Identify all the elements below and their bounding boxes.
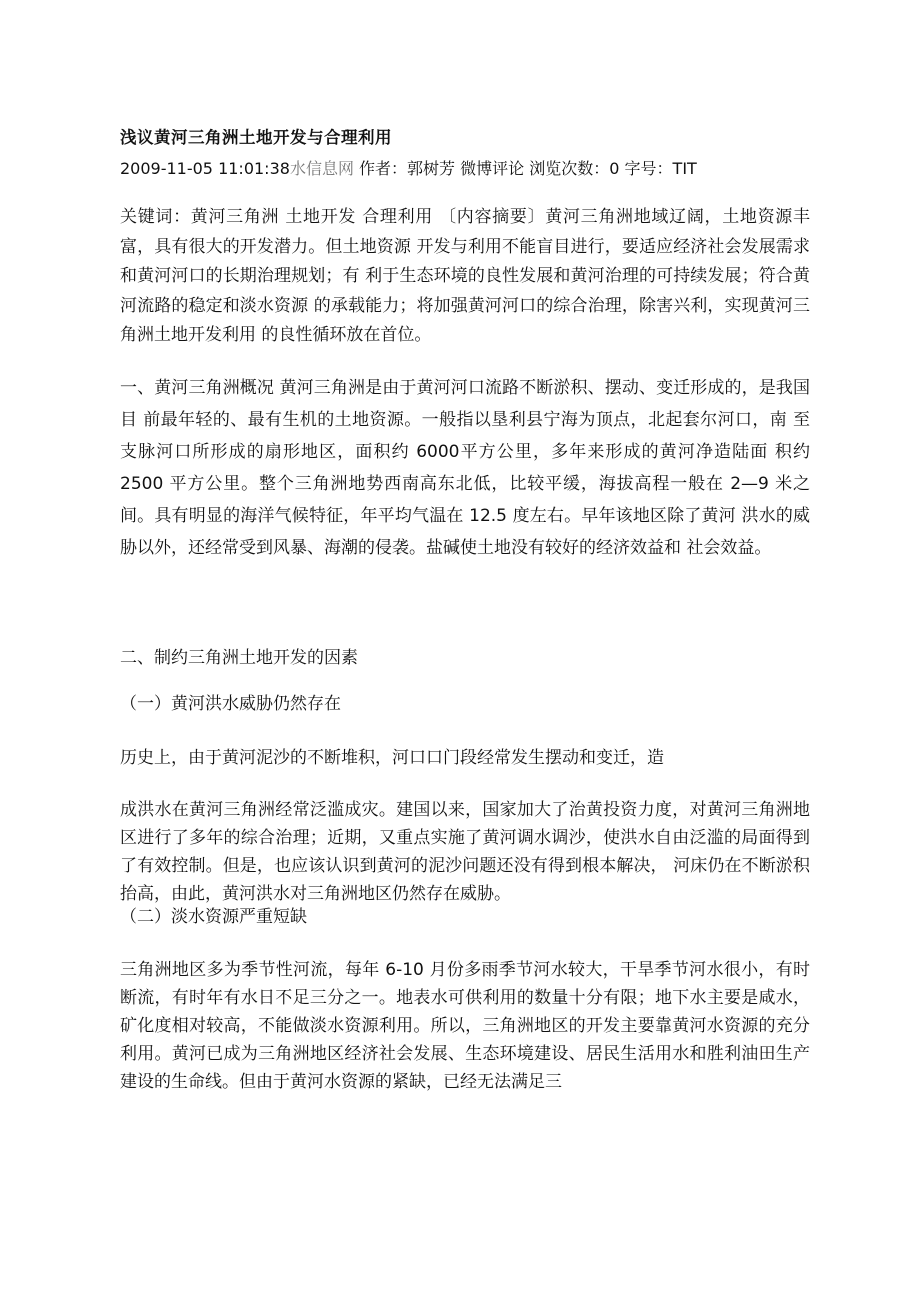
section-1-paragraph: 一、黄河三角洲概况 黄河三角洲是由于黄河河口流路不断淤积、摆动、变迁形成的，是我国目 前最年轻的、最有生机的土地资源。一般指以垦利县宁海为顶点，北起套尔河口，南 至支脉河口所形成的扇形地区，面积约 6000平方公里，多年来形成的黄河净造陆面 积约2500 平方公里。整个三角洲地势西南高东北低，比较平缓，海拔高程一般在 2—9 米之间。具有明显的海洋气候特征，年平均气温在 12.5 度左右。早年该地区除了黄河 洪水的威胁以外，还经常受到风暴、海潮的侵袭。盐碱使土地没有较好的经济效益和 社会效益。 [120,378,810,558]
publish-datetime: 2009-11-05 11:01:38 [120,159,290,178]
view-count: 浏览次数：0 [529,159,620,178]
section-2-heading: 二、制约三角洲土地开发的因素 [120,648,358,668]
subsection-1-first-line: 历史上，由于黄河泥沙的不断堆积，河口口门段经常发生摆动和变迁，造 [120,748,664,768]
author: 作者：郭树芳 [359,159,456,178]
article-meta [120,156,697,179]
subsection-1-paragraph: 成洪水在黄河三角洲经常泛滥成灾。建国以来，国家加大了治黄投资力度，对黄河三角洲地区进行了多年的综合治理；近期，又重点实施了黄河调水调沙，使洪水自由泛滥的局面得到了有效控制。但是，也应该认识到黄河的泥沙问题还没有得到根本解决， 河床仍在不断淤积抬高，由此，黄河洪水对三角洲地区仍然存在威胁。 [120,800,810,904]
keywords-abstract-paragraph: 关键词：黄河三角洲 土地开发 合理利用 〔内容摘要〕黄河三角洲地域辽阔，土地资源丰富，具有很大的开发潜力。但土地资源 开发与利用不能盲目进行，要适应经济社会发展需求和黄河河口的长期治理规划；有 利于生态环境的良性发展和黄河治理的可持续发展；符合黄河流路的稳定和淡水资源 的承载能力；将加强黄河河口的综合治理，除害兴利，实现黄河三角洲土地开发利用 的良性循环放在首位。 [120,207,810,345]
subsection-2-heading: （二）淡水资源严重短缺 [120,907,307,927]
article-title: 浅议黄河三角洲土地开发与合理利用 [120,128,392,147]
source-site: 水信息网 [289,159,354,178]
subsection-1-heading: （一）黄河洪水威胁仍然存在 [120,694,341,714]
weibo-comment-link[interactable]: 微博评论 [460,159,525,178]
subsection-2-paragraph: 三角洲地区多为季节性河流，每年 6-10 月份多雨季节河水较大，干旱季节河水很小，有时断流，有时年有水日不足三分之一。地表水可供利用的数量十分有限；地下水主要是咸水，矿化度相对较高，不能做淡水资源利用。所以，三角洲地区的开发主要靠黄河水资源的充分利用。黄河已成为三角洲地区经济社会发展、生态环境建设、居民生活用水和胜利油田生产建设的生命线。但由于黄河水资源的紧缺，已经无法满足三 [120,960,810,1092]
font-size-control[interactable]: 字号：TIT [624,159,697,178]
